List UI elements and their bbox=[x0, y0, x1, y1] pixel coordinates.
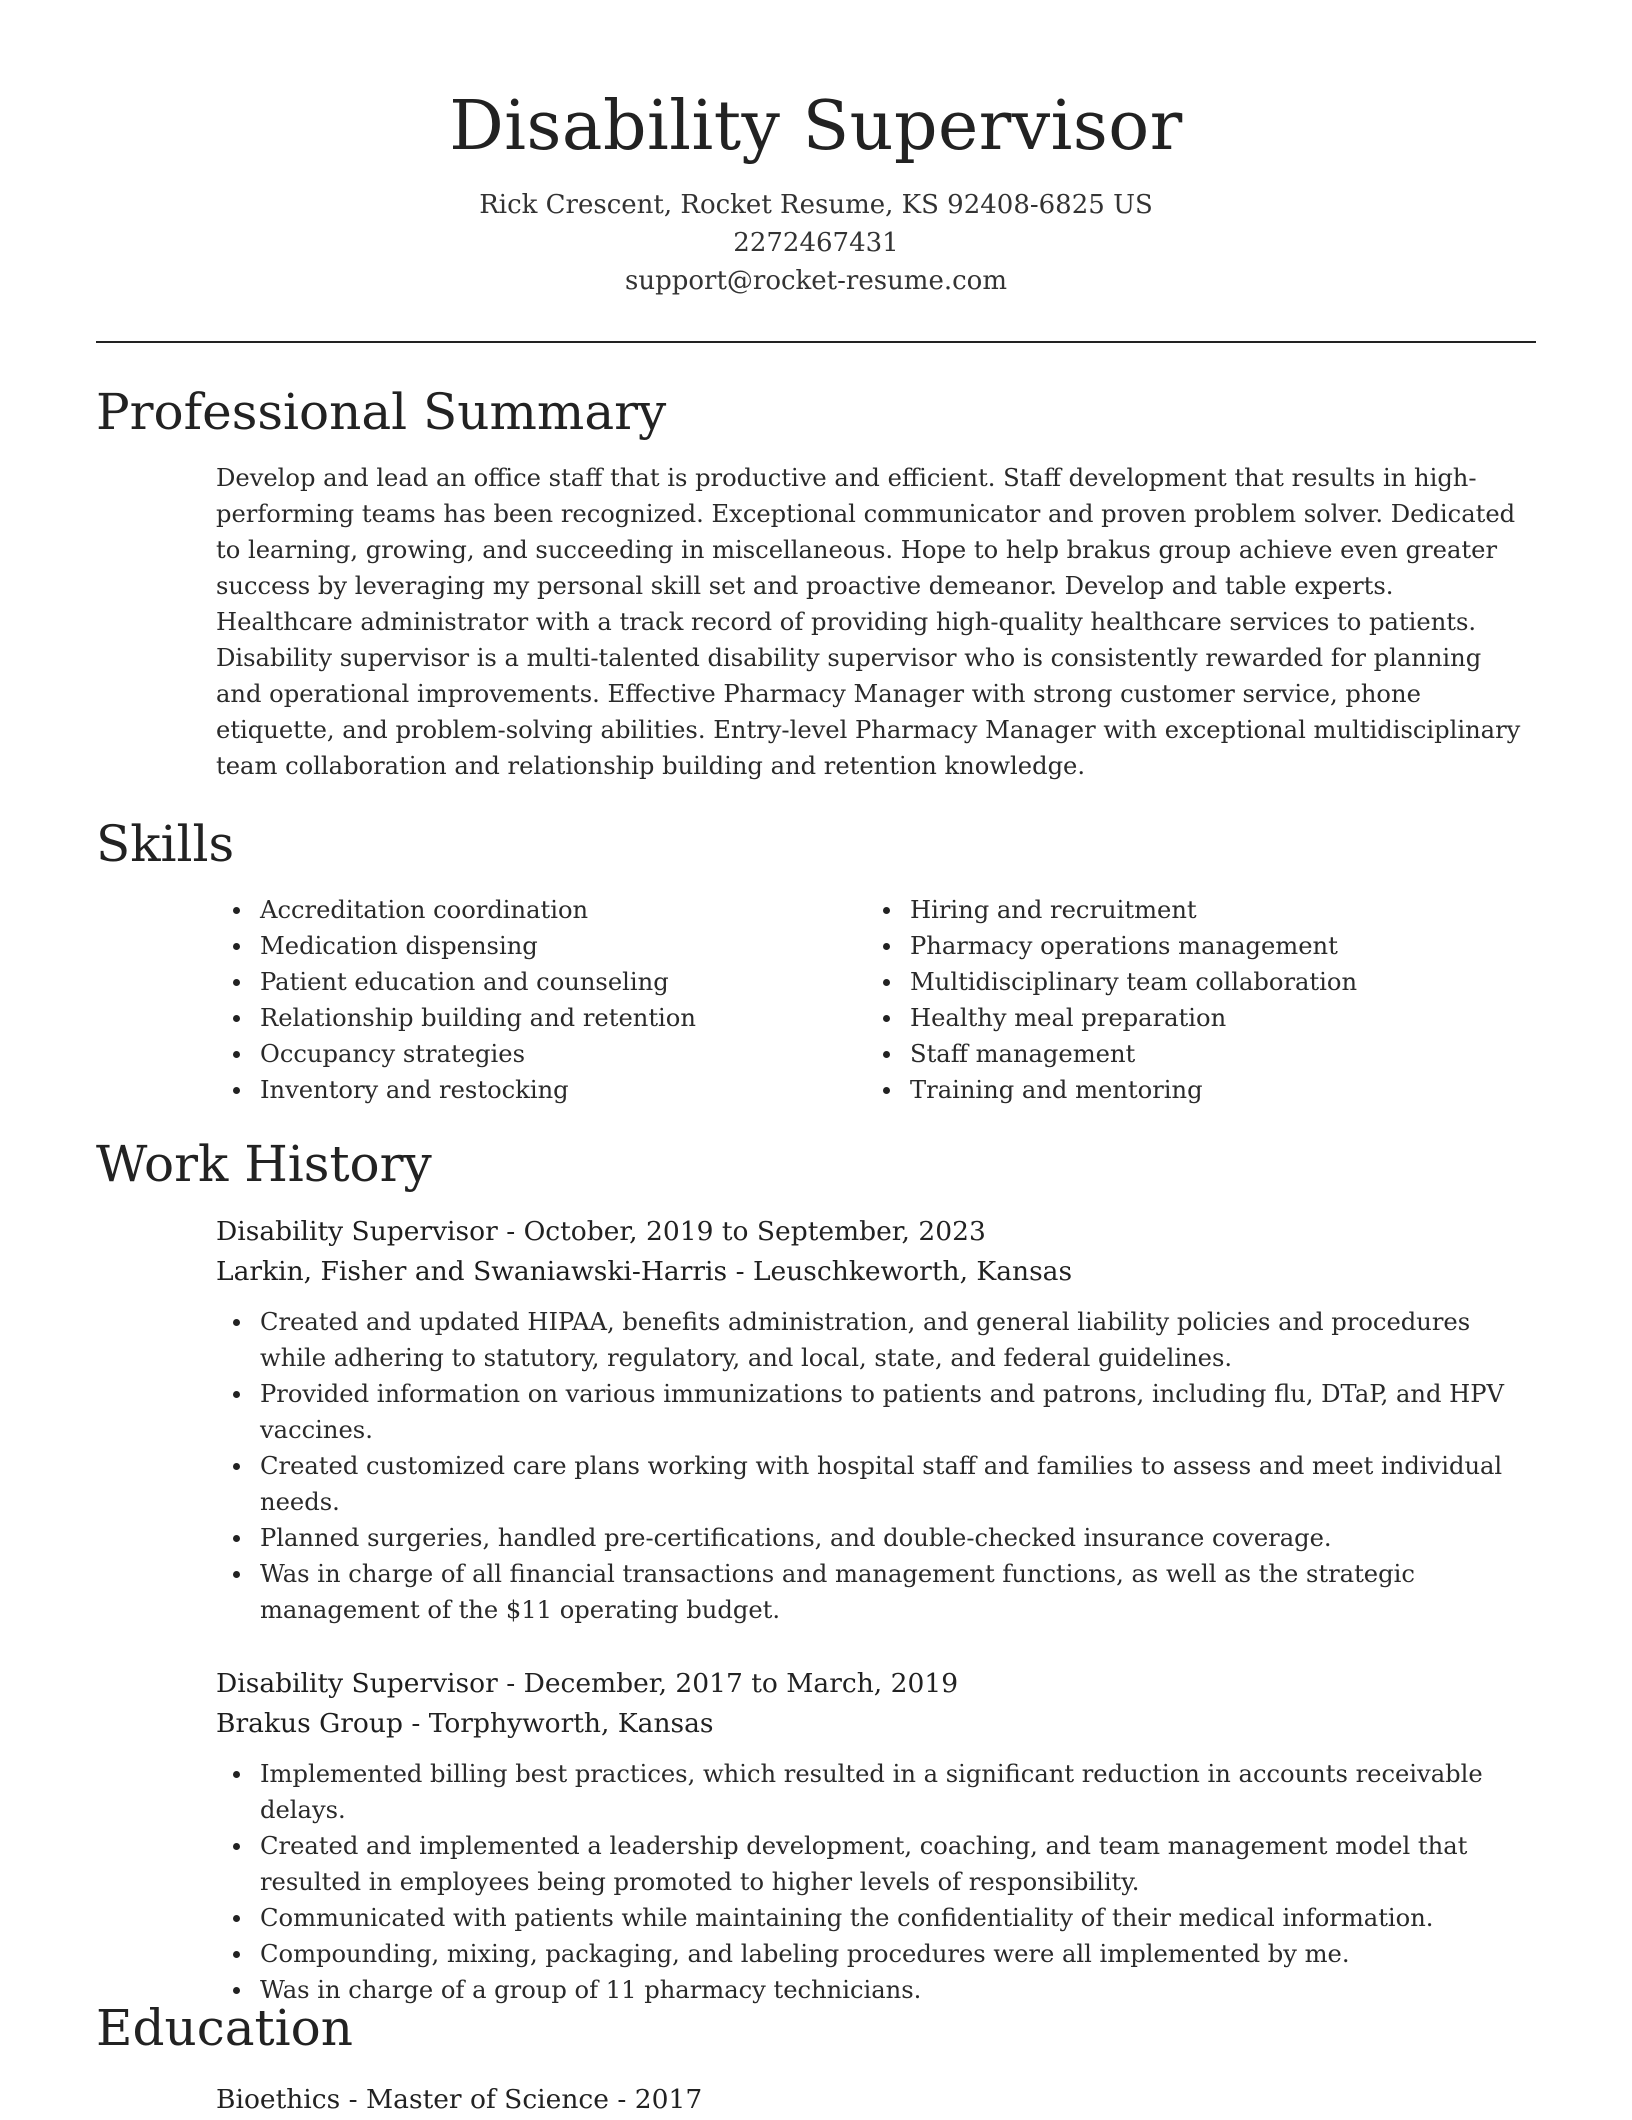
skill-item: Hiring and recruitment bbox=[866, 892, 1506, 928]
skill-item: Medication dispensing bbox=[216, 928, 856, 964]
job-dates: October, 2019 to September, 2023 bbox=[523, 1216, 986, 1247]
skills-heading: Skills bbox=[96, 815, 235, 873]
skills-list-left bbox=[216, 892, 856, 1108]
job-company: Larkin, Fisher and Swaniawski-Harris bbox=[216, 1256, 728, 1287]
summary-heading: Professional Summary bbox=[96, 383, 667, 441]
job-bullet: Was in charge of all financial transactions and management functions, as well as the strategic management of the $11 operating budget. bbox=[216, 1556, 1532, 1628]
job-title-line: Disability Supervisor - October, 2019 to September, 2023 bbox=[216, 1216, 986, 1247]
job-location: Leuschkeworth, Kansas bbox=[752, 1256, 1073, 1287]
resume-header bbox=[96, 82, 1536, 300]
skills-list-right bbox=[866, 892, 1506, 1108]
job-company-line: Brakus Group - Torphyworth, Kansas bbox=[216, 1708, 714, 1739]
job-company: Brakus Group bbox=[216, 1708, 403, 1739]
job-bullet: Was in charge of a group of 11 pharmacy technicians. bbox=[216, 1972, 1532, 2008]
phone-number: 2272467431 bbox=[733, 228, 899, 258]
address: Rick Crescent, Rocket Resume, KS 92408-6825 US bbox=[479, 190, 1153, 220]
summary-text: Develop and lead an office staff that is productive and efficient. Staff development that results in high-performing teams has been recognized. Exceptional communicator and proven problem solver. Dedicated to learning, growing, and succeeding in miscellaneous. Hope to help brakus group achieve even greater success by leveraging my personal skill set and proactive demeanor. Develop and table experts. Healthcare administrator with a track record of providing high-quality healthcare services to patients. Disability supervisor is a multi-talented disability supervisor who is consistently rewarded for planning and operational improvements. Effective Pharmacy Manager with strong customer service, phone etiquette, and problem-solving abilities. Entry-level Pharmacy Manager with exceptional multidisciplinary team collaboration and relationship building and retention knowledge. bbox=[216, 464, 1521, 780]
candidate-name: Disability Supervisor bbox=[449, 87, 1183, 166]
job-bullet: Provided information on various immunizations to patients and patrons, including flu, DTaP, and HPV vaccines. bbox=[216, 1376, 1532, 1448]
job-bullet: Created customized care plans working with hospital staff and families to assess and meet individual needs. bbox=[216, 1448, 1532, 1520]
job-entry bbox=[216, 1212, 1532, 1628]
email-address: support@rocket-resume.com bbox=[624, 266, 1007, 296]
job-entry bbox=[216, 1664, 1532, 2008]
skill-item: Relationship building and retention bbox=[216, 1000, 856, 1036]
job-bullets bbox=[216, 1304, 1532, 1628]
job-bullet: Implemented billing best practices, which resulted in a significant reduction in accounts receivable delays. bbox=[216, 1756, 1532, 1828]
job-bullet: Created and updated HIPAA, benefits administration, and general liability policies and procedures while adhering to statutory, regulatory, and local, state, and federal guidelines. bbox=[216, 1304, 1532, 1376]
skill-item: Accreditation coordination bbox=[216, 892, 856, 928]
skill-item: Pharmacy operations management bbox=[866, 928, 1506, 964]
job-role: Disability Supervisor bbox=[216, 1668, 498, 1699]
skill-item: Occupancy strategies bbox=[216, 1036, 856, 1072]
job-bullet: Compounding, mixing, packaging, and labeling procedures were all implemented by me. bbox=[216, 1936, 1532, 1972]
skill-item: Inventory and restocking bbox=[216, 1072, 856, 1108]
job-bullet: Created and implemented a leadership development, coaching, and team management model that resulted in employees being promoted to higher levels of responsibility. bbox=[216, 1828, 1532, 1900]
job-bullet: Planned surgeries, handled pre-certifications, and double-checked insurance coverage. bbox=[216, 1520, 1532, 1556]
education-year: 2017 bbox=[634, 2084, 703, 2115]
education-field: Bioethics bbox=[216, 2084, 341, 2115]
work-history-heading: Work History bbox=[96, 1135, 432, 1193]
skill-item: Multidisciplinary team collaboration bbox=[866, 964, 1506, 1000]
job-role: Disability Supervisor bbox=[216, 1216, 498, 1247]
contact-info bbox=[96, 186, 1536, 300]
job-dates: December, 2017 to March, 2019 bbox=[523, 1668, 959, 1699]
education-entry: Bioethics - Master of Science - 2017 bbox=[216, 2084, 703, 2115]
education-heading: Education bbox=[96, 1999, 353, 2057]
job-bullets bbox=[216, 1756, 1532, 2008]
job-bullet: Communicated with patients while maintaining the confidentiality of their medical information. bbox=[216, 1900, 1532, 1936]
skill-item: Training and mentoring bbox=[866, 1072, 1506, 1108]
job-title-line: Disability Supervisor - December, 2017 to March, 2019 bbox=[216, 1668, 959, 1699]
header-divider bbox=[96, 341, 1536, 343]
education-degree: Master of Science bbox=[366, 2084, 609, 2115]
job-company-line: Larkin, Fisher and Swaniawski-Harris - Leuschkeworth, Kansas bbox=[216, 1256, 1073, 1287]
skill-item: Healthy meal preparation bbox=[866, 1000, 1506, 1036]
skill-item: Patient education and counseling bbox=[216, 964, 856, 1000]
skill-item: Staff management bbox=[866, 1036, 1506, 1072]
job-location: Torphyworth, Kansas bbox=[428, 1708, 714, 1739]
